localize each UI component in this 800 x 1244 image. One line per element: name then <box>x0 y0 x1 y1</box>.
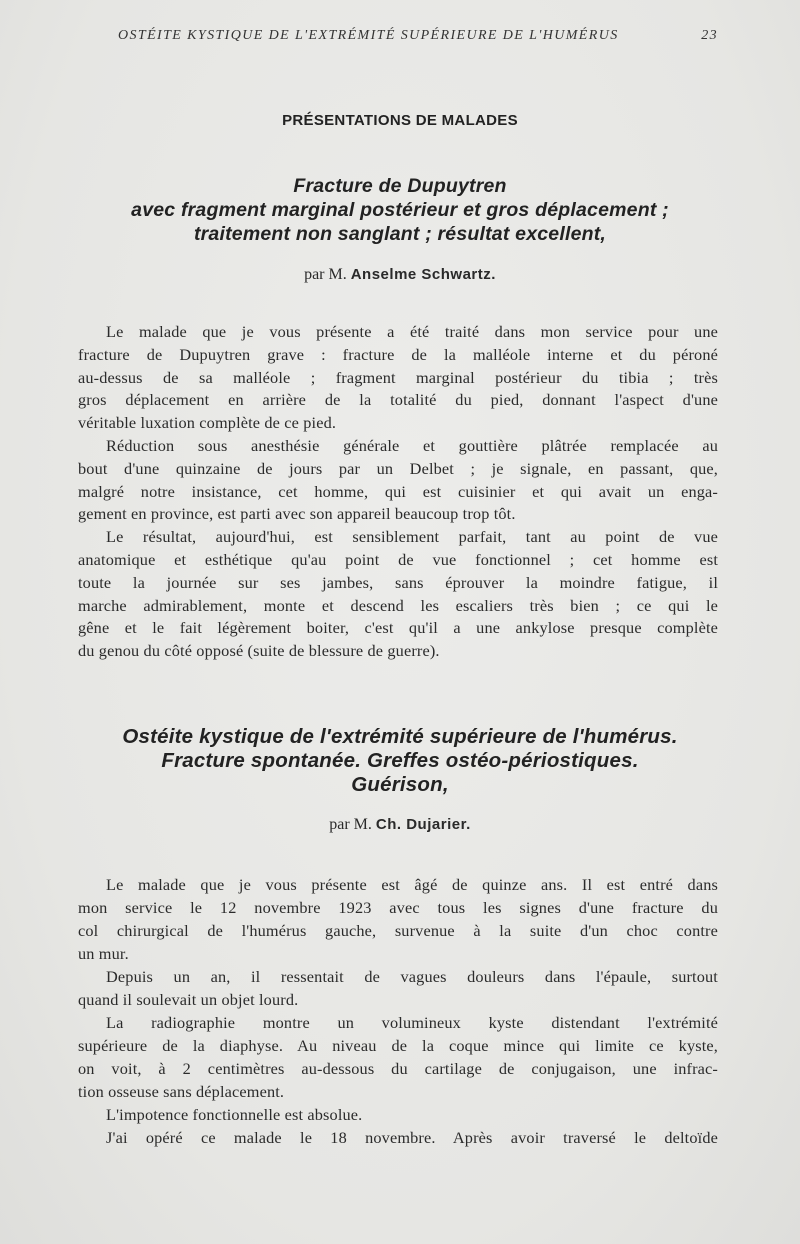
running-head <box>118 28 718 44</box>
text-line: on voit, à 2 centimètres au-dessous du cartilage de conjugaison, une infrac- <box>78 1059 718 1078</box>
text-line: L'impotence fonctionnelle est absolue. <box>106 1105 363 1124</box>
text-line: Le malade que je vous présente a été traité dans mon service pour une <box>106 322 718 341</box>
article-2-title-line: Fracture spontanée. Greffes ostéo-périostiques. <box>161 749 639 772</box>
article-2-title <box>60 725 740 797</box>
byline-prefix: par M. <box>329 816 372 833</box>
text-line: un mur. <box>78 944 129 963</box>
article-2-title-line: Guérison, <box>351 773 449 796</box>
text-line: col chirurgical de l'humérus gauche, survenue à la suite d'un choc contre <box>78 921 718 940</box>
section-title: PRÉSENTATIONS DE MALADES <box>282 112 518 129</box>
text-line: tion osseuse sans déplacement. <box>78 1082 285 1101</box>
text-line: du genou du côté opposé (suite de blessure de guerre). <box>78 641 440 661</box>
article-1-byline <box>0 266 800 284</box>
text-line: au-dessus de sa malléole ; fragment marginal postérieur du tibia ; très <box>78 367 718 387</box>
text-line: gement en province, est parti avec son appareil beaucoup trop tôt. <box>78 504 516 524</box>
text-line: Le résultat, aujourd'hui, est sensiblement parfait, tant au point de vue <box>106 527 718 547</box>
text-line: quand il soulevait un objet lourd. <box>78 990 299 1009</box>
article-2-title-line: Ostéite kystique de l'extrémité supérieure de l'humérus. <box>122 725 678 748</box>
author-name: Anselme Schwartz. <box>350 266 496 283</box>
article-1-title-line: avec fragment marginal postérieur et gros déplacement ; <box>131 199 669 221</box>
article-1-title-line: traitement non sanglant ; résultat excellent, <box>193 223 607 245</box>
text-line: Depuis un an, il ressentait de vagues douleurs dans l'épaule, surtout <box>106 967 718 986</box>
article-1-title <box>60 174 740 246</box>
text-line: supérieure de la diaphyse. Au niveau de la coque mince qui limite ce kyste, <box>78 1036 718 1055</box>
page-number: 23 <box>701 28 718 43</box>
text-line: marche admirablement, monte et descend les escaliers très bien ; ce qui le <box>78 595 718 615</box>
text-line: toute la journée sur ses jambes, sans éprouver la moindre fatigue, il <box>78 572 718 592</box>
article-1-title-line: Fracture de Dupuytren <box>293 175 507 197</box>
text-line: J'ai opéré ce malade le 18 novembre. Après avoir traversé le deltoïde <box>106 1128 718 1147</box>
byline-prefix: par M. <box>304 266 347 283</box>
text-line: mon service le 12 novembre 1923 avec tous les signes d'une fracture du <box>78 898 718 917</box>
running-head-title: OSTÉITE KYSTIQUE DE L'EXTRÉMITÉ SUPÉRIEURE DE L'HUMÉRUS <box>118 28 619 43</box>
text-line: fracture de Dupuytren grave : fracture de la malléole interne et du péroné <box>78 344 718 364</box>
article-1-body <box>78 321 718 663</box>
article-2-body <box>78 873 718 1149</box>
text-line: bout d'une quinzaine de jours par un Delbet ; je signale, en passant, que, <box>78 458 718 478</box>
text-line: malgré notre insistance, cet homme, qui est cuisinier et qui avait un enga- <box>78 481 718 501</box>
text-line: gros déplacement en arrière de la totalité du pied, donnant l'aspect d'une <box>78 390 718 410</box>
text-line: véritable luxation complète de ce pied. <box>78 413 337 433</box>
article-2-byline <box>0 816 800 834</box>
text-line: Réduction sous anesthésie générale et gouttière plâtrée remplacée au <box>106 435 718 455</box>
text-line: Le malade que je vous présente est âgé de quinze ans. Il est entré dans <box>106 875 718 894</box>
author-name: Ch. Dujarier. <box>375 816 471 833</box>
text-line: La radiographie montre un volumineux kyste distendant l'extrémité <box>106 1013 718 1032</box>
text-line: anatomique et esthétique qu'au point de vue fonctionnel ; cet homme est <box>78 549 718 569</box>
text-line: gêne et le fait légèrement boiter, c'est qu'il a une ankylose presque complète <box>78 618 718 638</box>
